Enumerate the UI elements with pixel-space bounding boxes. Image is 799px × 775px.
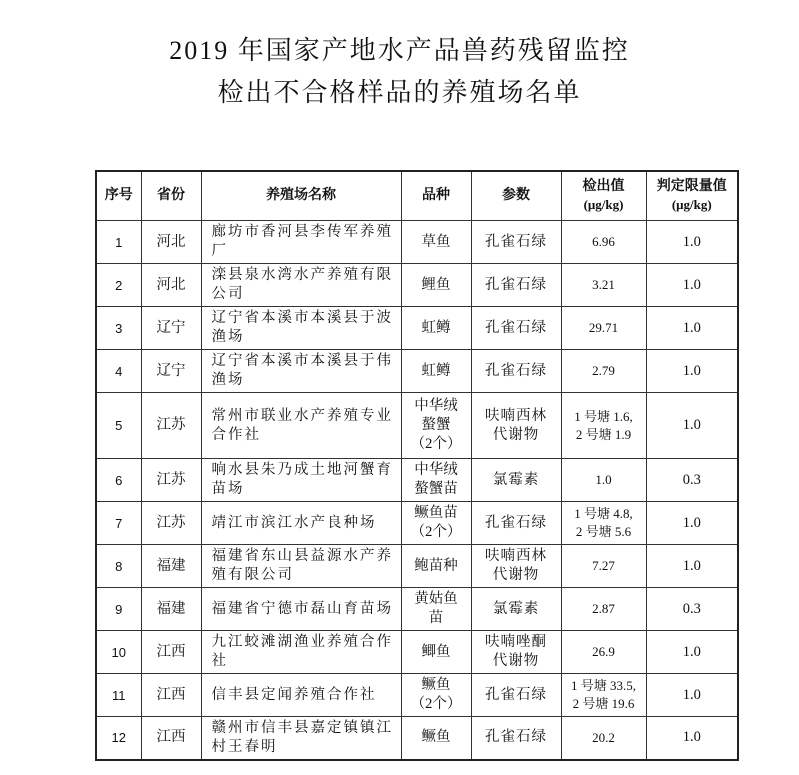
- cell-farm-name: 福建省宁德市磊山育苗场: [201, 588, 401, 631]
- cell-no: 4: [96, 350, 141, 393]
- header-species: 品种: [401, 171, 471, 221]
- table-row: [96, 545, 738, 588]
- header-parameter: 参数: [471, 171, 561, 221]
- cell-species: 草鱼: [401, 221, 471, 264]
- cell-species: 虹鳟: [401, 350, 471, 393]
- header-province: 省份: [141, 171, 201, 221]
- header-no: 序号: [96, 171, 141, 221]
- table-row: [96, 631, 738, 674]
- cell-no: 3: [96, 307, 141, 350]
- cell-species: 鲍苗种: [401, 545, 471, 588]
- header-detected-unit: (μg/kg): [583, 197, 624, 212]
- cell-species: 鳜鱼苗 （2个）: [401, 502, 471, 545]
- table-row: [96, 674, 738, 717]
- cell-parameter: 孔雀石绿: [471, 502, 561, 545]
- cell-detected-value: 20.2: [561, 717, 646, 760]
- table-row: [96, 717, 738, 760]
- cell-parameter: 呋喃西林 代谢物: [471, 393, 561, 459]
- cell-no: 9: [96, 588, 141, 631]
- cell-farm-name: 常州市联业水产养殖专业合作社: [201, 393, 401, 459]
- cell-species: 鳜鱼: [401, 717, 471, 760]
- cell-detected-value: 26.9: [561, 631, 646, 674]
- header-limit-value: [646, 171, 738, 221]
- cell-detected-value: 29.71: [561, 307, 646, 350]
- farm-list-table: [95, 170, 739, 761]
- cell-limit-value: 1.0: [646, 674, 738, 717]
- cell-farm-name: 靖江市滨江水产良种场: [201, 502, 401, 545]
- cell-parameter: 孔雀石绿: [471, 221, 561, 264]
- cell-detected-value: 2.79: [561, 350, 646, 393]
- cell-farm-name: 滦县泉水湾水产养殖有限公司: [201, 264, 401, 307]
- table-row: [96, 502, 738, 545]
- document-title-line-2: 检出不合格样品的养殖场名单: [217, 78, 582, 107]
- cell-limit-value: 1.0: [646, 502, 738, 545]
- table-row: [96, 350, 738, 393]
- header-farm-name: 养殖场名称: [201, 171, 401, 221]
- cell-province: 江苏: [141, 459, 201, 502]
- cell-detected-value: 2.87: [561, 588, 646, 631]
- cell-limit-value: 1.0: [646, 717, 738, 760]
- cell-province: 福建: [141, 545, 201, 588]
- cell-parameter: 孔雀石绿: [471, 264, 561, 307]
- cell-limit-value: 1.0: [646, 631, 738, 674]
- cell-parameter: 呋喃西林 代谢物: [471, 545, 561, 588]
- cell-parameter: 孔雀石绿: [471, 350, 561, 393]
- cell-no: 10: [96, 631, 141, 674]
- cell-farm-name: 九江蛟滩湖渔业养殖合作社: [201, 631, 401, 674]
- table-row: [96, 459, 738, 502]
- cell-province: 河北: [141, 221, 201, 264]
- cell-no: 2: [96, 264, 141, 307]
- table-row: [96, 307, 738, 350]
- cell-province: 辽宁: [141, 307, 201, 350]
- cell-limit-value: 1.0: [646, 350, 738, 393]
- cell-limit-value: 1.0: [646, 221, 738, 264]
- cell-no: 5: [96, 393, 141, 459]
- cell-province: 江西: [141, 717, 201, 760]
- table-row: [96, 588, 738, 631]
- header-detected-label: 检出值: [582, 179, 625, 194]
- cell-detected-value: 3.21: [561, 264, 646, 307]
- header-detected-value: [561, 171, 646, 221]
- cell-species: 鳜鱼 （2个）: [401, 674, 471, 717]
- table-body: [96, 221, 738, 760]
- cell-detected-value: 1.0: [561, 459, 646, 502]
- cell-farm-name: 信丰县定闻养殖合作社: [201, 674, 401, 717]
- cell-detected-value: 7.27: [561, 545, 646, 588]
- cell-detected-value: 1 号塘 33.5, 2 号塘 19.6: [561, 674, 646, 717]
- cell-province: 辽宁: [141, 350, 201, 393]
- cell-species: 中华绒 螯蟹苗: [401, 459, 471, 502]
- header-limit-label: 判定限量值: [656, 179, 727, 194]
- cell-province: 江苏: [141, 502, 201, 545]
- cell-species: 虹鳟: [401, 307, 471, 350]
- cell-no: 7: [96, 502, 141, 545]
- cell-province: 福建: [141, 588, 201, 631]
- header-limit-unit: (μg/kg): [671, 197, 712, 212]
- table-row: [96, 221, 738, 264]
- table-header-row: [96, 171, 738, 221]
- cell-species: 鲤鱼: [401, 264, 471, 307]
- cell-farm-name: 赣州市信丰县嘉定镇镇江村王春明: [201, 717, 401, 760]
- cell-detected-value: 6.96: [561, 221, 646, 264]
- cell-farm-name: 福建省东山县益源水产养殖有限公司: [201, 545, 401, 588]
- cell-province: 河北: [141, 264, 201, 307]
- cell-province: 江苏: [141, 393, 201, 459]
- cell-limit-value: 0.3: [646, 459, 738, 502]
- cell-province: 江西: [141, 674, 201, 717]
- cell-no: 6: [96, 459, 141, 502]
- table-row: [96, 393, 738, 459]
- cell-no: 1: [96, 221, 141, 264]
- cell-species: 中华绒 螯蟹 （2个）: [401, 393, 471, 459]
- cell-farm-name: 廊坊市香河县李传军养殖厂: [201, 221, 401, 264]
- cell-limit-value: 1.0: [646, 307, 738, 350]
- cell-detected-value: 1 号塘 1.6, 2 号塘 1.9: [561, 393, 646, 459]
- cell-no: 11: [96, 674, 141, 717]
- cell-species: 鲫鱼: [401, 631, 471, 674]
- cell-limit-value: 1.0: [646, 545, 738, 588]
- cell-parameter: 呋喃唑酮 代谢物: [471, 631, 561, 674]
- cell-farm-name: 辽宁省本溪市本溪县于波渔场: [201, 307, 401, 350]
- cell-limit-value: 0.3: [646, 588, 738, 631]
- cell-parameter: 氯霉素: [471, 459, 561, 502]
- cell-no: 8: [96, 545, 141, 588]
- cell-province: 江西: [141, 631, 201, 674]
- cell-limit-value: 1.0: [646, 393, 738, 459]
- cell-farm-name: 辽宁省本溪市本溪县于伟渔场: [201, 350, 401, 393]
- cell-limit-value: 1.0: [646, 264, 738, 307]
- cell-parameter: 孔雀石绿: [471, 307, 561, 350]
- cell-farm-name: 响水县朱乃成土地河蟹育苗场: [201, 459, 401, 502]
- cell-no: 12: [96, 717, 141, 760]
- table-row: [96, 264, 738, 307]
- document-title-line-1: 2019 年国家产地水产品兽药残留监控: [169, 36, 630, 65]
- cell-species: 黄姑鱼 苗: [401, 588, 471, 631]
- cell-detected-value: 1 号塘 4.8, 2 号塘 5.6: [561, 502, 646, 545]
- cell-parameter: 孔雀石绿: [471, 674, 561, 717]
- cell-parameter: 孔雀石绿: [471, 717, 561, 760]
- cell-parameter: 氯霉素: [471, 588, 561, 631]
